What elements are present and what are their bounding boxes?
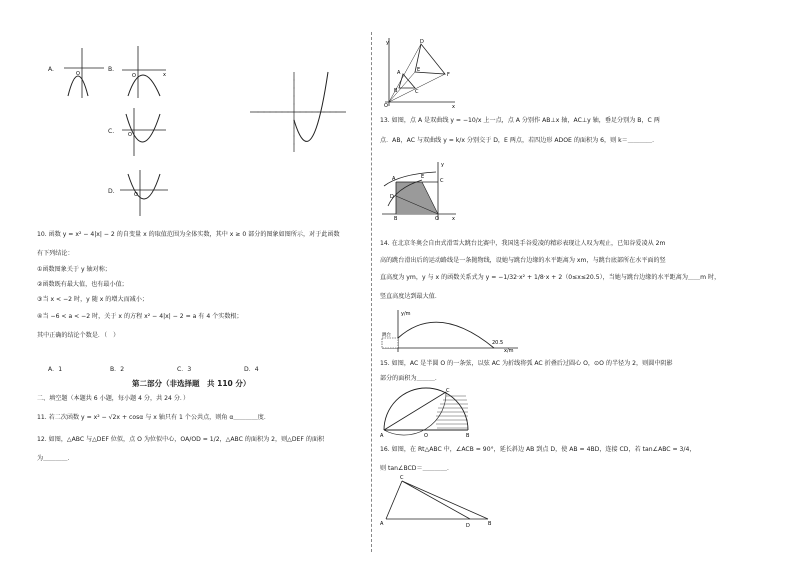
q10-conclusion-2: ②函数既有最大值，也有最小值； bbox=[37, 281, 128, 288]
option-c-graph bbox=[120, 106, 168, 158]
svg-text:x: x bbox=[452, 216, 455, 222]
option-a-label: A. bbox=[48, 66, 54, 73]
q15-line1: 15. 如图，AC 是半圆 O 的一条弦，以弦 AC 为折线将弧 AC 折叠后过圆心 O，⊙O 的半径为 2，则圆中阴影 bbox=[380, 360, 673, 367]
svg-text:C: C bbox=[446, 388, 450, 394]
q11-text: 11. 若二次函数 y = x² − √2x + cosα 与 x 轴只有 1 个公共点，则角 α＿＿＿＿度． bbox=[37, 414, 270, 421]
option-a-graph bbox=[62, 44, 106, 100]
svg-text:E: E bbox=[417, 67, 421, 73]
q10-question: 其中正确的结论个数是．（ ） bbox=[37, 332, 120, 339]
q16-line2: 则 tan∠BCD＝＿＿＿＿． bbox=[380, 465, 454, 472]
q10-function-graph bbox=[248, 70, 348, 154]
svg-text:y: y bbox=[386, 40, 389, 46]
svg-text:O: O bbox=[128, 132, 132, 138]
q16-triangle-figure bbox=[380, 475, 500, 537]
svg-text:D: D bbox=[390, 194, 394, 200]
svg-text:O: O bbox=[384, 103, 388, 109]
q13-hyperbola-figure bbox=[380, 160, 458, 222]
svg-text:y: y bbox=[441, 162, 444, 168]
option-b-graph bbox=[120, 42, 168, 100]
q14-line2: 高的跳台滑出后的运动路线是一条抛物线，设她与跳台边缘的水平距离为 xm，与跳台底部所在水平面的竖 bbox=[380, 257, 666, 264]
q10-option-b: B．2 bbox=[110, 366, 125, 373]
svg-text:B: B bbox=[466, 433, 470, 439]
q10-intro-line1: 10. 函数 y = x² − 4|x| − 2 的自变量 x 的取值范围为全体实数，其中 x ≥ 0 部分的图象如图所示，对于此函数 bbox=[37, 231, 340, 238]
q10-conclusion-1: ①函数图象关于 y 轴对称； bbox=[37, 266, 111, 273]
q16-line1: 16. 如图，在 Rt△ABC 中，∠ACB = 90°，延长斜边 AB 到点 D，使 AB = 4BD，连接 CD，若 tan∠ABC = 3/4， bbox=[380, 446, 696, 453]
svg-text:F: F bbox=[447, 72, 450, 78]
svg-text:B: B bbox=[488, 521, 492, 527]
q14-line3: 直高度为 ym，y 与 x 的函数关系式为 y = −1/32·x² + 1/8·x + 2（0≤x≤20.5），当她与跳台边缘的水平距离为＿＿m 时， bbox=[380, 274, 721, 281]
svg-text:A: A bbox=[392, 176, 396, 182]
q10-conclusion-3: ③当 x < −2 时，y 随 x 的增大而减小； bbox=[37, 296, 148, 303]
svg-text:20.5: 20.5 bbox=[492, 340, 504, 346]
q14-line1: 14. 在北京冬奥会自由式滑雪大跳台比赛中，我国选手谷爱凌的精彩表现让人叹为观止，已知谷爱凌从 2m bbox=[380, 240, 666, 247]
q15-line2: 部分的面积为＿＿＿． bbox=[380, 375, 441, 382]
q13-line1: 13. 如图，点 A 是双曲线 y = −10/x 上一点，点 A 分别作 AB⊥x 轴，AC⊥y 轴，垂足分别为 B，C 两 bbox=[380, 117, 660, 124]
q10-conclusion-4: ④当 −6 < a < −2 时，关于 x 的方程 x² − 4|x| − 2 = a 有 4 个实数根； bbox=[37, 313, 243, 320]
q10-intro-line2: 有下列结论： bbox=[37, 250, 74, 257]
svg-text:A: A bbox=[380, 433, 384, 439]
svg-text:C: C bbox=[440, 178, 444, 184]
svg-text:A: A bbox=[397, 70, 401, 76]
svg-text:A: A bbox=[380, 521, 384, 527]
svg-text:y/m: y/m bbox=[401, 311, 411, 317]
svg-text:x/m: x/m bbox=[504, 348, 514, 354]
svg-text:跳台: 跳台 bbox=[382, 333, 391, 338]
part2-title: 第二部分（非选择题 共 110 分） bbox=[132, 379, 251, 388]
q10-option-d: D．4 bbox=[244, 366, 259, 373]
svg-text:O: O bbox=[435, 216, 439, 222]
svg-text:O: O bbox=[424, 433, 428, 439]
svg-text:B: B bbox=[394, 216, 398, 222]
q12-line2: 为＿＿＿＿． bbox=[37, 455, 74, 462]
option-b-label: B. bbox=[108, 66, 115, 73]
option-d-graph bbox=[118, 168, 170, 218]
q12-similarity-figure bbox=[379, 36, 459, 108]
svg-text:D: D bbox=[420, 39, 424, 45]
svg-text:x: x bbox=[163, 72, 166, 78]
part2-instructions: 二、填空题（本题共 6 小题，每小题 4 分，共 24 分．） bbox=[37, 395, 190, 402]
q15-semicircle-figure bbox=[380, 386, 472, 438]
svg-text:O: O bbox=[134, 192, 138, 198]
q10-option-c: C．3 bbox=[177, 366, 192, 373]
q10-option-a: A．1 bbox=[48, 366, 63, 373]
q13-line2: 点．AB，AC 与双曲线 y = k/x 分别交于 D，E 两点，若四边形 ADOE 的面积为 6，则 k＝＿＿＿＿． bbox=[380, 137, 659, 144]
svg-text:B: B bbox=[394, 88, 398, 94]
q14-line4: 竖直高度达到最大值． bbox=[380, 293, 441, 300]
svg-text:O: O bbox=[76, 71, 80, 77]
svg-text:C: C bbox=[415, 89, 419, 95]
option-d-label: D. bbox=[108, 188, 115, 195]
q12-line1: 12. 如图，△ABC 与△DEF 位似，点 O 为位似中心，OA/OD = 1/2，△ABC 的面积为 2，则△DEF 的面积 bbox=[37, 436, 325, 443]
column-divider bbox=[371, 32, 372, 552]
svg-text:C: C bbox=[400, 475, 404, 481]
svg-text:D: D bbox=[466, 523, 470, 529]
svg-text:E: E bbox=[421, 174, 425, 180]
option-c-label: C. bbox=[108, 128, 115, 135]
q14-ski-jump-figure bbox=[380, 308, 520, 354]
svg-text:x: x bbox=[452, 104, 455, 110]
svg-text:O: O bbox=[132, 73, 136, 79]
